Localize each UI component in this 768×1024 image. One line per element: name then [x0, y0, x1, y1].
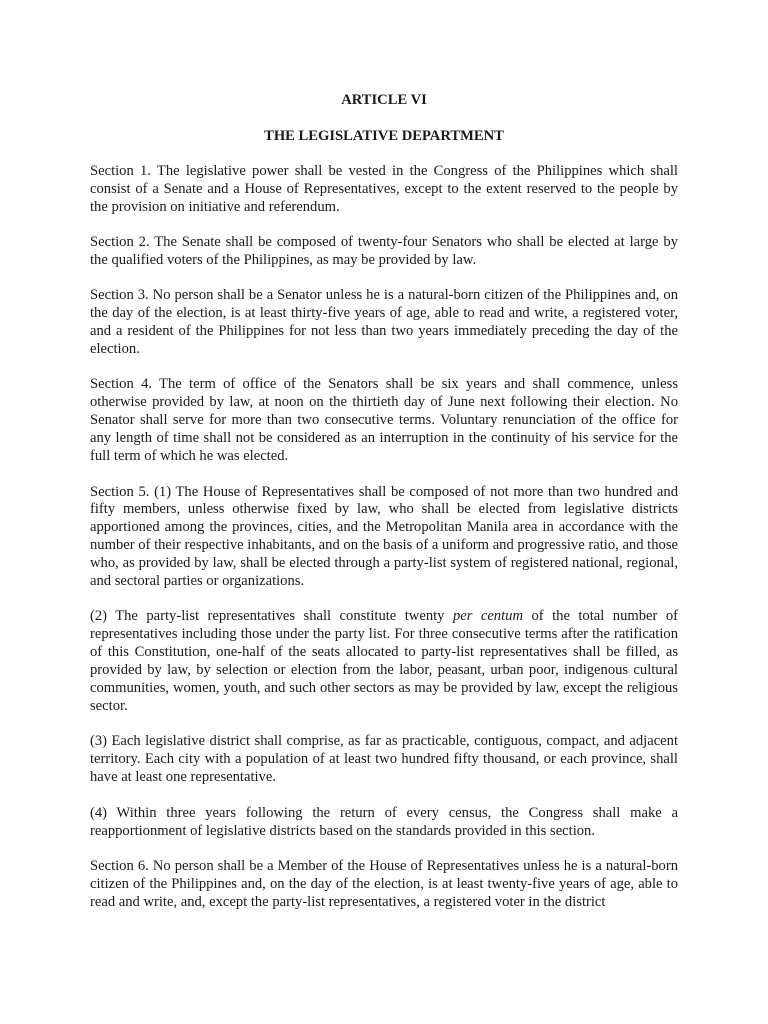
- section-5-paragraph-2: [90, 608, 678, 715]
- department-title: THE LEGISLATIVE DEPARTMENT: [264, 127, 504, 144]
- section-1-paragraph: Section 1. The legislative power shall be vested in the Congress of the Philippines which shall consist of a Senate and a House of Representatives, except to the extent reserved to the people by the provision on initiative and referendum.: [90, 162, 678, 215]
- article-title: ARTICLE VI: [341, 92, 427, 108]
- para2-text-end: of the total number of representatives including those under the party list. For three consecutive terms after the ratification of this Constitution, one-half of the seats allocated to party-list representatives shall be filled, as provided by law, by selection or election from the labor, peasant, urban poor, indigenous cultural communities, women, youth, and such other sectors as may be provided by law, except the religious sector.: [90, 608, 678, 714]
- section-5-paragraph-4: (4) Within three years following the return of every census, the Congress shall make a reapportionment of legislative districts based on the standards provided in this section.: [90, 804, 678, 839]
- section-5-paragraph-1: Section 5. (1) The House of Representatives shall be composed of not more than two hundred and fifty members, unless otherwise fixed by law, who shall be elected from legislative districts apportioned among the provinces, cities, and the Metropolitan Manila area in accordance with the number of their respective inhabitants, and on the basis of a uniform and progressive ratio, and those who, as provided by law, shall be elected through a party-list system of registered national, regional, and sectoral parties or organizations.: [90, 483, 678, 590]
- document-page: [90, 92, 678, 912]
- section-2-paragraph: Section 2. The Senate shall be composed of twenty-four Senators who shall be elected at large by the qualified voters of the Philippines, as may be provided by law.: [90, 234, 678, 268]
- section-6-paragraph: Section 6. No person shall be a Member of the House of Representatives unless he is a natural-born citizen of the Philippines and, on the day of the election, is at least twenty-five years of age, able to read and write, and, except the party-list representatives, a registered voter in the district: [90, 857, 678, 910]
- section-5-paragraph-3: (3) Each legislative district shall comprise, as far as practicable, contiguous, compact, and adjacent territory. Each city with a population of at least two hundred fifty thousand, or each province, shall have at least one representative.: [90, 733, 678, 786]
- para2-text-start: (2) The party-list representatives shall constitute twenty: [90, 608, 453, 625]
- section-3-paragraph: Section 3. No person shall be a Senator unless he is a natural-born citizen of the Philippines and, on the day of the election, is at least thirty-five years of age, able to read and write, a registered voter, and a resident of the Philippines for not less than two years immediately preceding the day of the election.: [90, 287, 678, 358]
- per-centum-italic: per centum: [452, 608, 523, 625]
- section-4-paragraph: Section 4. The term of office of the Senators shall be six years and shall commence, unless otherwise provided by law, at noon on the thirtieth day of June next following their election. No Senator shall serve for more than two consecutive terms. Voluntary renunciation of the office for any length of time shall not be considered as an interruption in the continuity of his service for the full term of which he was elected.: [90, 376, 678, 465]
